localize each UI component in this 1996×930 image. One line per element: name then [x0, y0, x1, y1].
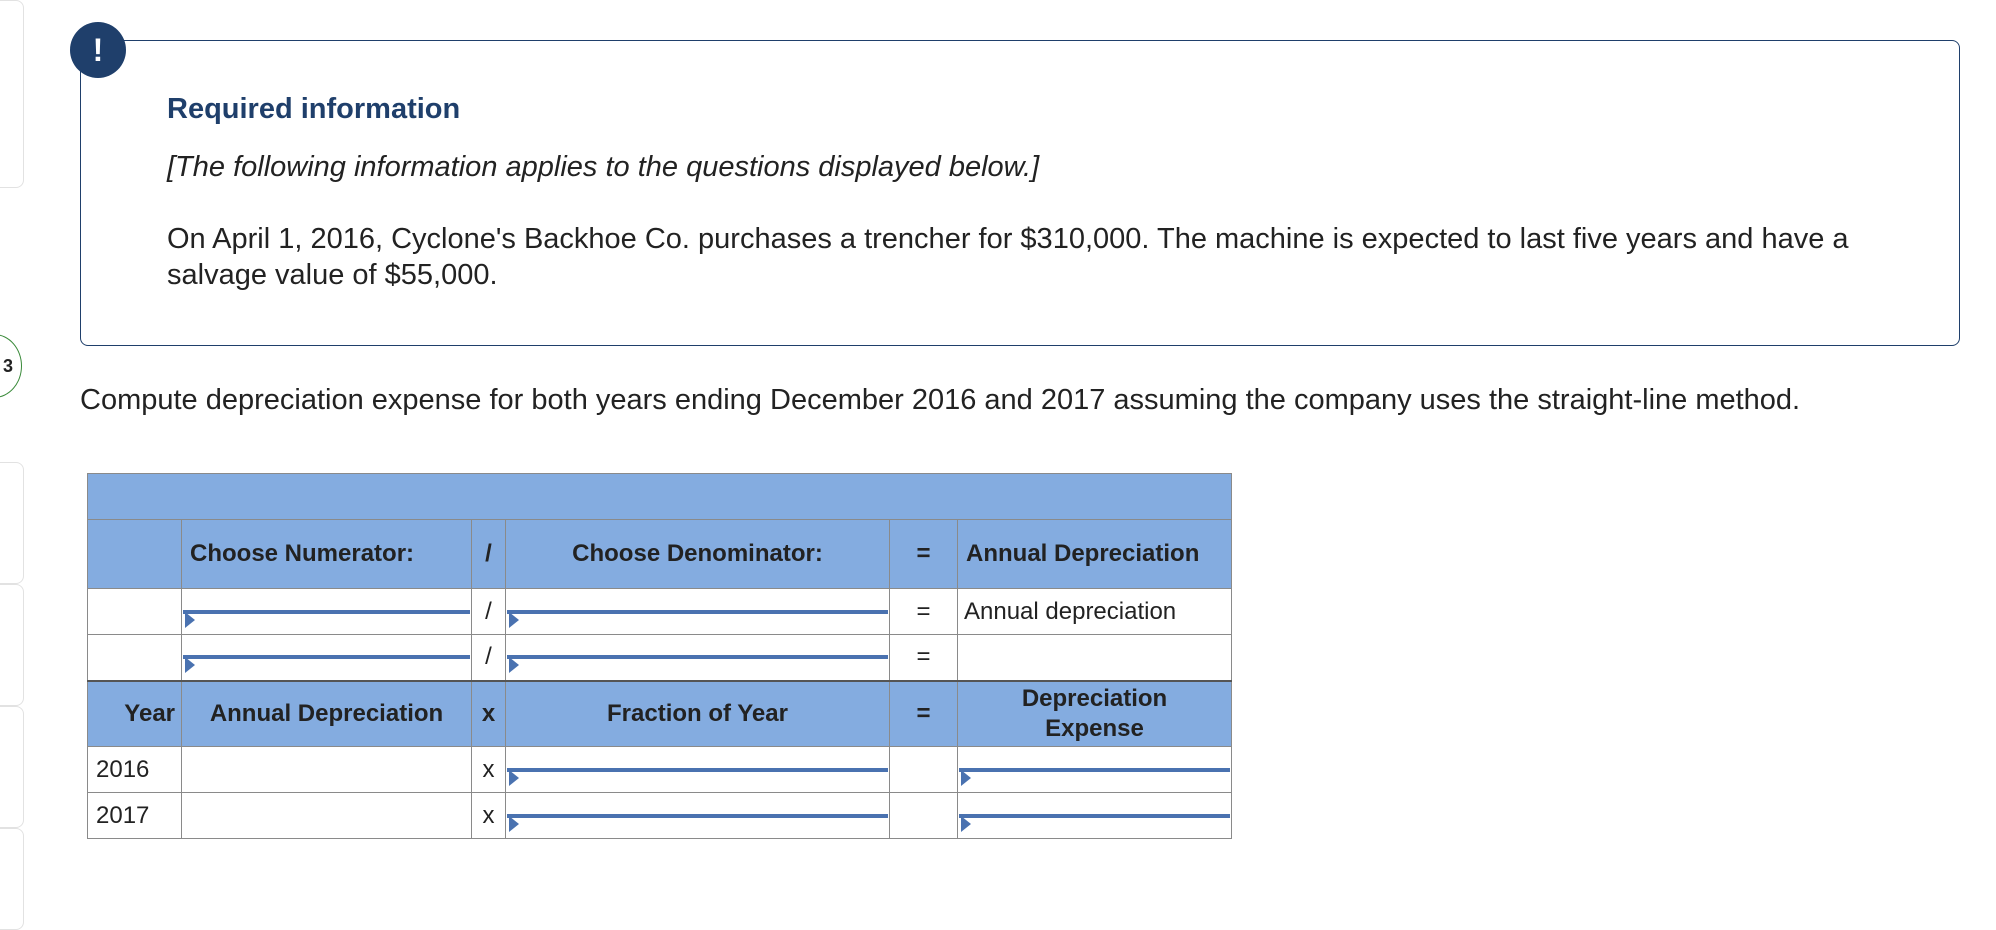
equals-cell [890, 747, 958, 793]
table-row [88, 589, 1232, 635]
info-note: [The following information applies to the questions displayed below.] [167, 151, 1040, 183]
row-label-cell [88, 589, 182, 635]
slash-operator: / [472, 589, 506, 635]
table-row [88, 635, 1232, 681]
depreciation-expense-input[interactable] [959, 768, 1230, 772]
header-numerator: Choose Numerator: [182, 520, 472, 589]
side-nav-card[interactable] [0, 584, 24, 706]
table-row [88, 793, 1232, 839]
dropdown-arrow-icon [961, 816, 971, 832]
header-equals-2: = [890, 681, 958, 747]
fraction-of-year-input[interactable] [507, 768, 888, 772]
side-nav-card[interactable] [0, 0, 24, 188]
table-title-bar [88, 474, 1232, 520]
side-nav-card[interactable] [0, 706, 24, 828]
equals-cell [890, 793, 958, 839]
dropdown-arrow-icon [185, 612, 195, 628]
slash-operator: / [472, 635, 506, 681]
header-annual-depreciation: Annual Depreciation [958, 520, 1232, 589]
header-denominator: Choose Denominator: [506, 520, 890, 589]
numerator-input[interactable] [183, 655, 470, 659]
year-cell: 2016 [88, 747, 182, 793]
info-title: Required information [167, 93, 461, 125]
equals-operator: = [890, 589, 958, 635]
annual-depreciation-label: Annual depreciation [958, 589, 1232, 635]
times-operator: x [472, 793, 506, 839]
header-blank-cell [88, 520, 182, 589]
header-depreciation-expense: Depreciation Expense [958, 681, 1232, 747]
side-nav-card[interactable] [0, 828, 24, 930]
step-indicator[interactable] [0, 334, 22, 398]
side-nav-card[interactable] [0, 462, 24, 584]
depreciation-worksheet [87, 473, 1232, 839]
annual-depreciation-cell [182, 793, 472, 839]
header-times: x [472, 681, 506, 747]
denominator-input[interactable] [507, 655, 888, 659]
header-year: Year [88, 681, 182, 747]
year-cell: 2017 [88, 793, 182, 839]
dropdown-arrow-icon [185, 657, 195, 673]
step-number: 3 [2, 355, 13, 376]
times-operator: x [472, 747, 506, 793]
fraction-of-year-input[interactable] [507, 814, 888, 818]
dropdown-arrow-icon [509, 816, 519, 832]
info-body: On April 1, 2016, Cyclone's Backhoe Co. purchases a trencher for $310,000. The machine is expected to last five years and have a salvage value of $55,000. [167, 223, 1849, 291]
denominator-dropdown[interactable] [507, 610, 888, 614]
header-annual-depreciation-2: Annual Depreciation [182, 681, 472, 747]
numerator-dropdown[interactable] [183, 610, 470, 614]
question-prompt: Compute depreciation expense for both years ending December 2016 and 2017 assuming the company uses the straight-line method. [80, 384, 1801, 416]
alert-icon: ! [70, 22, 126, 78]
dropdown-arrow-icon [509, 770, 519, 786]
dropdown-arrow-icon [961, 770, 971, 786]
depreciation-expense-input[interactable] [959, 814, 1230, 818]
header-slash: / [472, 520, 506, 589]
equals-operator: = [890, 635, 958, 681]
row-label-cell [88, 635, 182, 681]
annual-depreciation-cell [182, 747, 472, 793]
required-info-panel [80, 40, 1960, 346]
dropdown-arrow-icon [509, 612, 519, 628]
header-equals: = [890, 520, 958, 589]
table-row [88, 747, 1232, 793]
dropdown-arrow-icon [509, 657, 519, 673]
header-fraction-of-year: Fraction of Year [506, 681, 890, 747]
